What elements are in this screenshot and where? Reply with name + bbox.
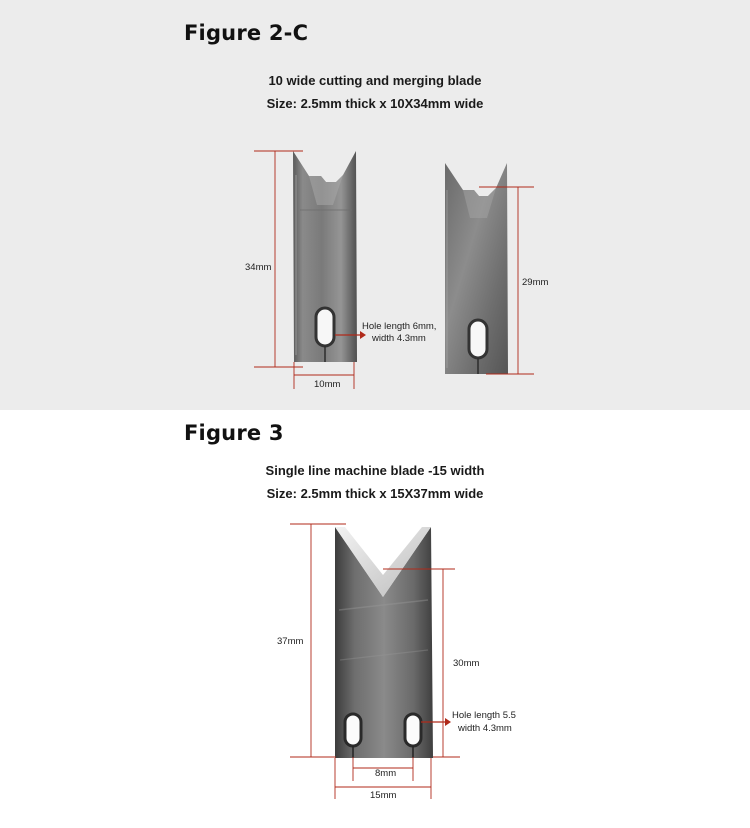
figure-3-caption-size: Size: 2.5mm thick x 15X37mm wide xyxy=(266,486,484,501)
figure-2c-title: Figure 2-C xyxy=(184,21,309,45)
blade-2c-left xyxy=(293,151,357,362)
dim-label-30mm: 30mm xyxy=(453,658,480,669)
figure-2c-caption-name: 10 wide cutting and merging blade xyxy=(268,73,482,88)
dim-label-34mm: 34mm xyxy=(245,262,272,273)
blade-3 xyxy=(335,527,433,758)
arrow-icon xyxy=(445,718,451,726)
dim-label-29mm: 29mm xyxy=(522,277,549,288)
dim-label-37mm: 37mm xyxy=(277,636,304,647)
hole-note-3-line1: Hole length 5.5 xyxy=(452,710,516,721)
dim-label-15mm: 15mm xyxy=(370,790,397,801)
figure-2c-caption-size: Size: 2.5mm thick x 10X34mm wide xyxy=(266,96,484,111)
hole-note-2c-line1: Hole length 6mm, xyxy=(362,321,437,332)
figure-3-title: Figure 3 xyxy=(184,421,284,445)
figure-3-caption-name: Single line machine blade -15 width xyxy=(265,463,485,478)
blade-2c-right xyxy=(445,163,508,374)
hole-note-2c-line2: width 4.3mm xyxy=(372,333,426,344)
hole-note-3-line2: width 4.3mm xyxy=(458,723,512,734)
dim-label-10mm: 10mm xyxy=(314,379,341,390)
dim-label-8mm: 8mm xyxy=(375,768,397,779)
